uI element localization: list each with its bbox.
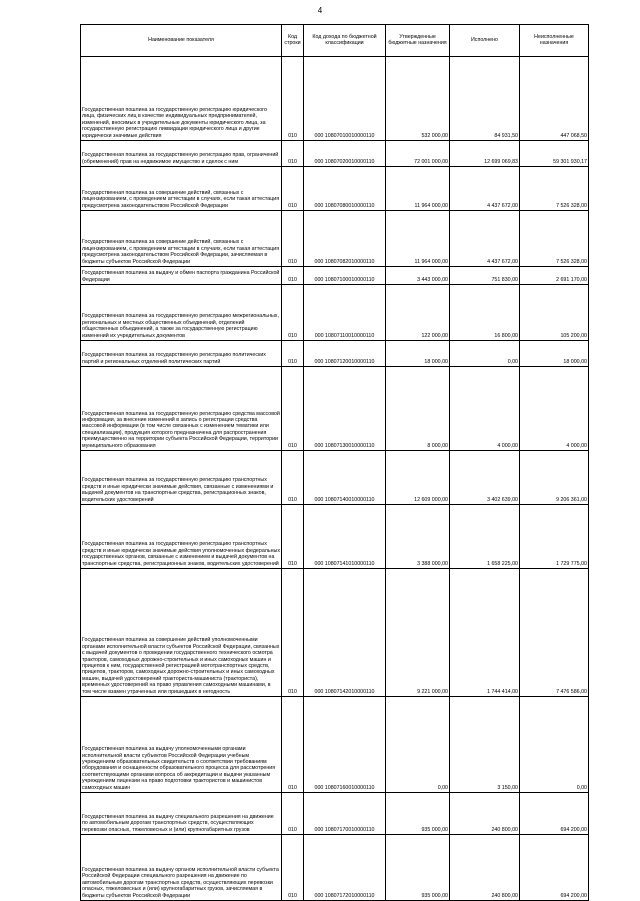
- row-name: Государственная пошлина за выдачу специального разрешения на движение по автомобильным дорогам транспортных средств, осуществляющих перевозки опасных, тяжеловесных и (или) крупногабаритных грузов: [81, 793, 282, 835]
- table-row: [81, 569, 589, 697]
- table-row: [81, 267, 589, 285]
- table-row: [81, 57, 589, 141]
- header-line-code: Код строки: [282, 25, 304, 57]
- row-name: Государственная пошлина за государственную регистрацию юридического лица, физических лиц в качестве индивидуальных предпринимателей, изменений, вносимых в учредительные документы юридического лица, за государственную регистрацию ликвидации юридического лица и другие юридически значимые действия: [81, 57, 282, 141]
- row-approved: 122 000,00: [386, 285, 450, 341]
- row-name: Государственная пошлина за государственную регистрацию транспортных средств и иные юридически значимые действия уполномоченных федеральных государственных органов, связанные с изменением и выдачей документов на транспортные средства, регистрационных знаков, водительских удостоверений: [81, 505, 282, 569]
- row-kbk: 000 10807142010000110: [304, 569, 386, 697]
- row-name: Государственная пошлина за выдачу уполномоченными органами исполнительной власти субъектов Российской Федерации учебным учреждениям образовательных свидетельств о соответствии требованиям оборудования и оснащенности образовательного процесса для рассмотрения соответствующими органами вопроса об аккредитации и выдачи указанным учреждениям лицензии на право подготовки трактористов и машинистов самоходных машин: [81, 697, 282, 793]
- row-executed: 1 744 414,00: [450, 569, 520, 697]
- row-kbk: 000 10807120010000110: [304, 341, 386, 367]
- table-row: [81, 141, 589, 167]
- row-executed: 4 437 672,00: [450, 211, 520, 267]
- row-unexecuted: 105 200,00: [520, 285, 589, 341]
- row-executed: 12 699 069,83: [450, 141, 520, 167]
- row-unexecuted: 0,00: [520, 697, 589, 793]
- row-unexecuted: 18 000,00: [520, 341, 589, 367]
- row-kbk: 000 10807100010000110: [304, 267, 386, 285]
- row-name: Государственная пошлина за совершение действий, связанных с лицензированием, с проведением аттестации в случаях, если такая аттестация предусмотрена законодательством Российской Федерации, зачисляемая в бюджеты субъектов Российской Федерации: [81, 211, 282, 267]
- row-kbk: 000 10807020010000110: [304, 141, 386, 167]
- row-code: 010: [282, 451, 304, 505]
- row-executed: 4 437 672,00: [450, 167, 520, 211]
- table-row: [81, 697, 589, 793]
- row-unexecuted: 447 068,50: [520, 57, 589, 141]
- row-unexecuted: 7 476 586,00: [520, 569, 589, 697]
- row-unexecuted: 7 526 328,00: [520, 211, 589, 267]
- row-kbk: 000 10807140010000110: [304, 451, 386, 505]
- table-row: [81, 211, 589, 267]
- row-unexecuted: 7 526 328,00: [520, 167, 589, 211]
- row-name: Государственная пошлина за государственную регистрацию политических партий и региональных отделений политических партий: [81, 341, 282, 367]
- row-kbk: 000 10807170010000110: [304, 793, 386, 835]
- row-approved: 11 964 000,00: [386, 211, 450, 267]
- row-name: Государственная пошлина за государственную регистрацию транспортных средств и иные юридически значимые действия, связанные с изменениями и выдачей документов на транспортные средства, регистрационных знаков, водительских удостоверений: [81, 451, 282, 505]
- table-row: [81, 367, 589, 451]
- row-unexecuted: 59 301 930,17: [520, 141, 589, 167]
- row-executed: 16 800,00: [450, 285, 520, 341]
- row-code: 010: [282, 141, 304, 167]
- row-executed: 1 658 225,00: [450, 505, 520, 569]
- row-code: 010: [282, 167, 304, 211]
- row-approved: 935 000,00: [386, 835, 450, 901]
- row-name: Государственная пошлина за государственную регистрацию средства массовой информации, за внесение изменений в запись о регистрации средства массовой информации (в том числе связанных с изменением тематики или специализации), продукция которого предназначена для распространения преимущественно на территории субъекта Российской Федерации, территории муниципального образования: [81, 367, 282, 451]
- row-code: 010: [282, 793, 304, 835]
- row-executed: 240 800,00: [450, 835, 520, 901]
- row-approved: 3 443 000,00: [386, 267, 450, 285]
- row-kbk: 000 10807141010000110: [304, 505, 386, 569]
- row-name: Государственная пошлина за государственную регистрацию межрегиональных, региональных и местных общественных объединений, отделений общественных объединений, а также за государственную регистрацию изменений их учредительных документов: [81, 285, 282, 341]
- table-row: [81, 341, 589, 367]
- row-executed: 3 402 639,00: [450, 451, 520, 505]
- row-approved: 12 609 000,00: [386, 451, 450, 505]
- header-budget-code: Код дохода по бюджетной классификации: [304, 25, 386, 57]
- row-unexecuted: 694 200,00: [520, 835, 589, 901]
- page-number: 4: [317, 6, 323, 15]
- row-code: 010: [282, 697, 304, 793]
- row-code: 010: [282, 211, 304, 267]
- row-unexecuted: 2 691 170,00: [520, 267, 589, 285]
- row-code: 010: [282, 267, 304, 285]
- row-code: 010: [282, 367, 304, 451]
- header-indicator-name: Наименование показателя: [81, 25, 282, 57]
- table-row: [81, 505, 589, 569]
- row-kbk: 000 10807172010000110: [304, 835, 386, 901]
- row-executed: 3 150,00: [450, 697, 520, 793]
- row-name: Государственная пошлина за выдачу и обмен паспорта гражданина Российской Федерации: [81, 267, 282, 285]
- row-approved: 3 388 000,00: [386, 505, 450, 569]
- table-row: [81, 167, 589, 211]
- row-unexecuted: 694 200,00: [520, 793, 589, 835]
- row-approved: 935 000,00: [386, 793, 450, 835]
- row-name: Государственная пошлина за совершение действий, связанных с лицензированием, с проведением аттестации в случаях, если такая аттестация предусмотрена законодательством Российской Федерации: [81, 167, 282, 211]
- header-executed: Исполнено: [450, 25, 520, 57]
- row-unexecuted: 4 000,00: [520, 367, 589, 451]
- row-kbk: 000 10807130010000110: [304, 367, 386, 451]
- table-row: [81, 285, 589, 341]
- row-unexecuted: 1 729 775,00: [520, 505, 589, 569]
- table-row: [81, 451, 589, 505]
- budget-revenue-table: [80, 24, 589, 901]
- row-name: Государственная пошлина за выдачу органом исполнительной власти субъекта Российской Федерации специального разрешения на движение по автомобильным дорогам транспортных средств, осуществляющих перевозки опасных, тяжеловесных и (или) крупногабаритных грузов, зачисляемая в бюджеты субъектов Российской Федерации: [81, 835, 282, 901]
- table-row: [81, 835, 589, 901]
- row-code: 010: [282, 835, 304, 901]
- header-unexecuted: Неисполненные назначения: [520, 25, 589, 57]
- row-approved: 72 001 000,00: [386, 141, 450, 167]
- row-name: Государственная пошлина за совершение действий уполномоченными органами исполнительной власти субъектов Российской Федерации, связанных с выдачей документов о проведении государственного технического осмотра тракторов, самоходных дорожно-строительных и иных самоходных машин и прицепов к ним, государственной регистрацией мототранспортных средств, прицепов, тракторов, самоходных дорожно-строительных и иных самоходных машин, выдачей удостоверений тракториста-машиниста (тракториста), временных удостоверений на право управления самоходными машинами, в том числе взамен утраченных или пришедших в негодность: [81, 569, 282, 697]
- row-unexecuted: 9 206 361,00: [520, 451, 589, 505]
- row-code: 010: [282, 285, 304, 341]
- row-name: Государственная пошлина за государственную регистрацию прав, ограничений (обременений) прав на недвижимое имущество и сделок с ним: [81, 141, 282, 167]
- row-kbk: 000 10807080010000110: [304, 167, 386, 211]
- row-kbk: 000 10807010010000110: [304, 57, 386, 141]
- row-code: 010: [282, 569, 304, 697]
- row-executed: 84 931,50: [450, 57, 520, 141]
- row-approved: 18 000,00: [386, 341, 450, 367]
- row-approved: 0,00: [386, 697, 450, 793]
- row-approved: 532 000,00: [386, 57, 450, 141]
- row-kbk: 000 10807082010000110: [304, 211, 386, 267]
- row-approved: 8 000,00: [386, 367, 450, 451]
- row-code: 010: [282, 505, 304, 569]
- row-approved: 9 221 000,00: [386, 569, 450, 697]
- row-code: 010: [282, 57, 304, 141]
- row-executed: 240 800,00: [450, 793, 520, 835]
- row-code: 010: [282, 341, 304, 367]
- row-executed: 0,00: [450, 341, 520, 367]
- row-kbk: 000 10807160010000110: [304, 697, 386, 793]
- header-approved: Утвержденные бюджетные назначения: [386, 25, 450, 57]
- table-row: [81, 793, 589, 835]
- row-executed: 751 830,00: [450, 267, 520, 285]
- row-kbk: 000 10807110010000110: [304, 285, 386, 341]
- table-header-row: [81, 25, 589, 57]
- row-approved: 11 964 000,00: [386, 167, 450, 211]
- row-executed: 4 000,00: [450, 367, 520, 451]
